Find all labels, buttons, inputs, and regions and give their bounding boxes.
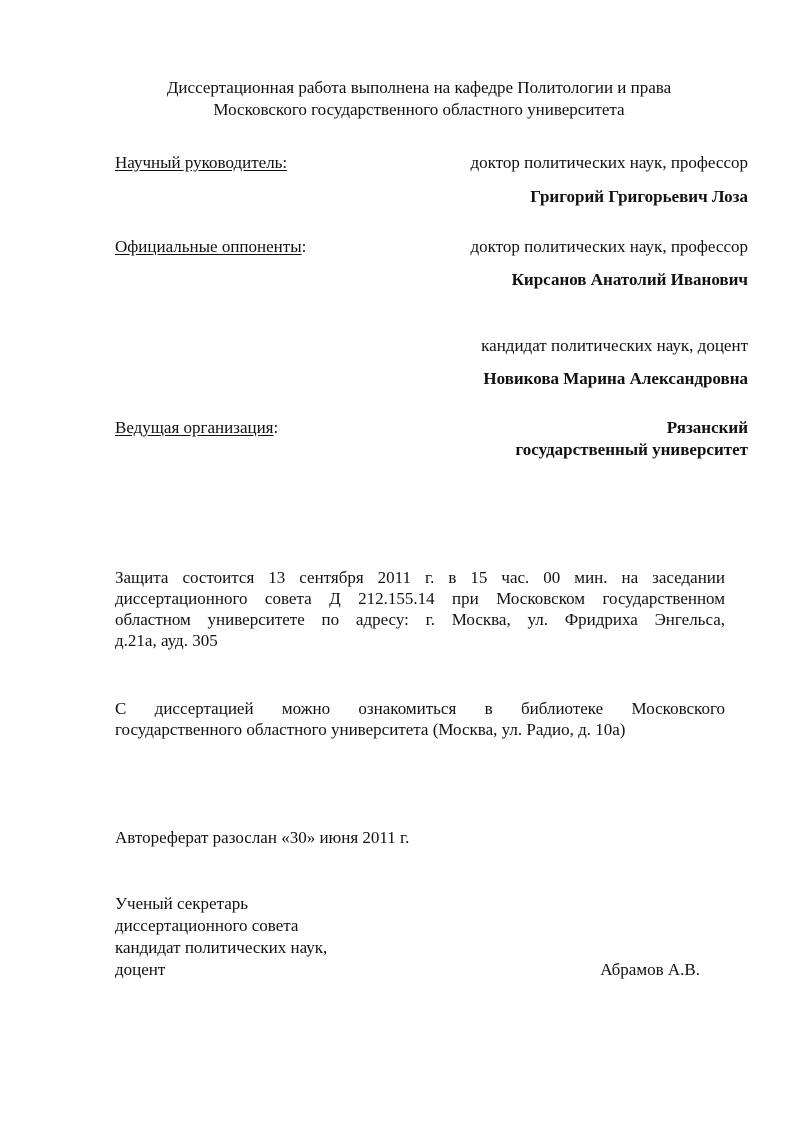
opponent-2-degree: кандидат политических наук, доцент [481,336,748,355]
secretary-line-3: кандидат политических наук, [115,938,328,957]
supervisor-name: Григорий Григорьевич Лоза [530,187,748,206]
header-line-1: Диссертационная работа выполнена на кафедре Политологии и права [166,78,672,97]
secretary-line-1: Ученый секретарь [115,894,249,913]
defense-line-2: диссертационного совета Д 212.155.14 при Московском государственном [115,589,725,608]
leading-org-colon: : [273,418,279,437]
opponent-1-name: Кирсанов Анатолий Иванович [511,270,748,289]
secretary-line-4: доцент [115,960,166,979]
secretary-line-2: диссертационного совета [115,916,299,935]
leading-org-label-wrap [115,417,278,439]
leading-org-name-line-1: Рязанский [666,418,748,437]
defense-paragraph [115,567,725,651]
library-line-2: государственного областного университета (Москва, ул. Радио, д. 10а) [115,720,626,739]
library-line-1: С диссертацией можно ознакомиться в библиотеке Московского [115,699,725,718]
opponents-colon: : [301,237,307,256]
defense-line-1: Защита состоится 13 сентября 2011 г. в 15 час. 00 мин. на заседании [115,568,725,587]
leading-org-label: Ведущая организация [115,418,274,437]
secretary-name: Абрамов А.В. [600,960,700,979]
header-line-2: Московского государственного областного университета [213,100,625,119]
defense-line-3: областном университете по адресу: г. Москва, ул. Фридриха Энгельса, [115,610,725,629]
library-paragraph [115,698,725,740]
supervisor-degree: доктор политических наук, профессор [470,153,748,172]
leading-org-name-line-2: государственный университет [515,440,748,459]
mailing-date: Автореферат разослан «30» июня 2011 г. [115,828,410,847]
defense-line-4: д.21а, ауд. 305 [115,631,218,650]
opponent-1-degree: доктор политических наук, профессор [470,237,748,256]
opponent-2-name: Новикова Марина Александровна [483,369,748,388]
opponents-label: Официальные оппоненты [115,237,302,256]
opponents-label-wrap [115,236,306,258]
supervisor-label: Научный руководитель: [115,153,288,172]
